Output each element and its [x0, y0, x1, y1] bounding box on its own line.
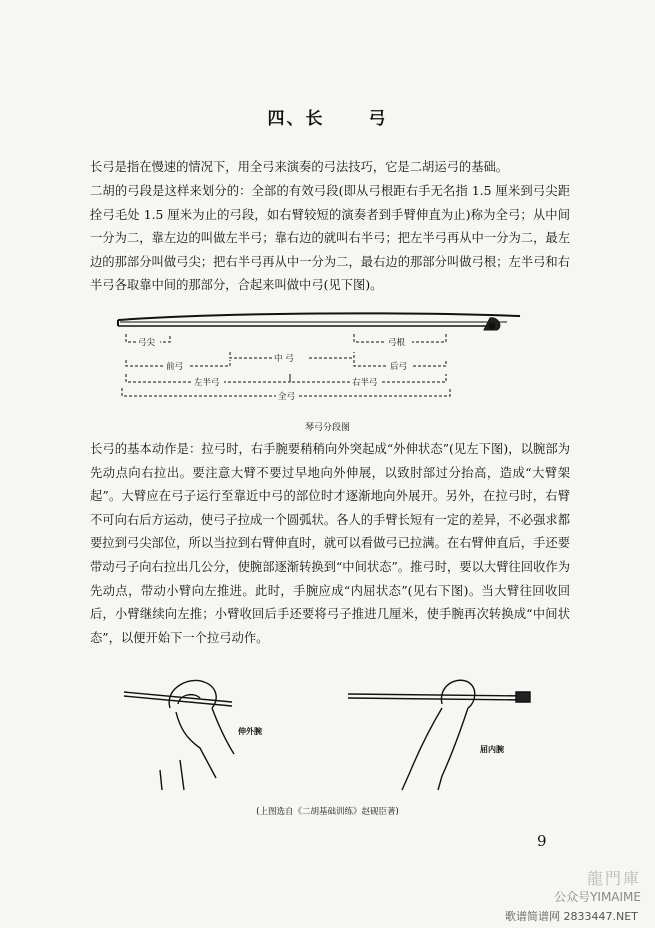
label-left-half: 左半弓	[194, 378, 220, 388]
inward-wrist-drawing	[348, 680, 530, 790]
hand-position-illustrations	[120, 668, 540, 793]
label-root: 弓根	[388, 338, 406, 348]
label-inward-wrist: 屈内腕	[480, 745, 504, 754]
label-tip: 弓尖	[138, 338, 156, 348]
watermark-line-1: 公众号YIMAIME	[554, 890, 641, 904]
section-title	[0, 104, 655, 129]
paragraph-1: 长弓是指在慢速的情况下，用全弓来演奏的弓法技巧，它是二胡运弓的基础。	[90, 160, 509, 174]
title-right: 弓	[368, 109, 388, 129]
paragraph-2: 二胡的弓段是这样来划分的：全部的有效弓段(即从弓根距右手无名指 1.5 厘米到弓尖距拴弓毛处 1.5 厘米为止的弓段，如右臂较短的演奏者到手臂伸直为止)称为全弓；从中间一分为二，靠左边的叫做左半弓；靠右边的就叫右半弓；把左半弓再从中一分为二，最左边的那部分叫做弓尖；把右半弓再从中一分为二，最右边的那部分叫做弓根；左半弓和右半弓各取靠中间的那部分，合起来叫做中弓(见下图)。	[90, 184, 570, 293]
outward-wrist-drawing	[124, 680, 234, 790]
hand-figure-caption: (上图选自《二胡基础训练》赵砚臣著)	[256, 807, 399, 817]
page-number: 9	[537, 832, 547, 850]
bow-segment-diagram	[112, 304, 532, 416]
title-left: 四、长	[267, 109, 325, 129]
label-middle: 中 弓	[274, 354, 294, 364]
watermark-logo: 龍門庫	[586, 869, 641, 888]
bow-drawing	[118, 313, 520, 330]
paragraph-3: 长弓的基本动作是：拉弓时，右手腕要稍稍向外突起成“外伸状态”(见左下图)，以腕部为先动点向右拉出。要注意大臂不要过早地向外伸展，以致肘部过分抬高，造成“大臂架起”。大臂应在弓子运行至靠近中弓的部位时才逐渐地向外展开。另外，在拉弓时，右臂不可向右后方运动，使弓子拉成一个圆弧状。各人的手臂长短有一定的差异，不必强求都要拉到弓尖部位，所以当拉到右臂伸直时，就可以看做弓已拉满。在右臂伸直后，手还要带动弓子向右拉出几公分，使腕部逐渐转换到“中间状态”。推弓时，要以大臂往回收作为先动点，带动小臂向左推进。此时，手腕应成“内屈状态”(见右下图)。当大臂往回收回后，小臂继续向左推；小臂收回后手还要将弓子推进几厘米，使手腕再次转换成“中间状态”，以便开始下一个拉弓动作。	[90, 442, 570, 645]
label-right-half: 右半弓	[352, 378, 378, 388]
label-front: 前弓	[166, 362, 184, 372]
label-back: 后弓	[390, 362, 408, 372]
label-outward-wrist: 伸外腕	[238, 727, 262, 736]
bow-diagram-caption: 琴弓分段图	[304, 423, 350, 433]
label-full: 全弓	[278, 392, 296, 402]
watermark-line-2: 歌谱简谱网 2833447.NET	[505, 910, 638, 923]
